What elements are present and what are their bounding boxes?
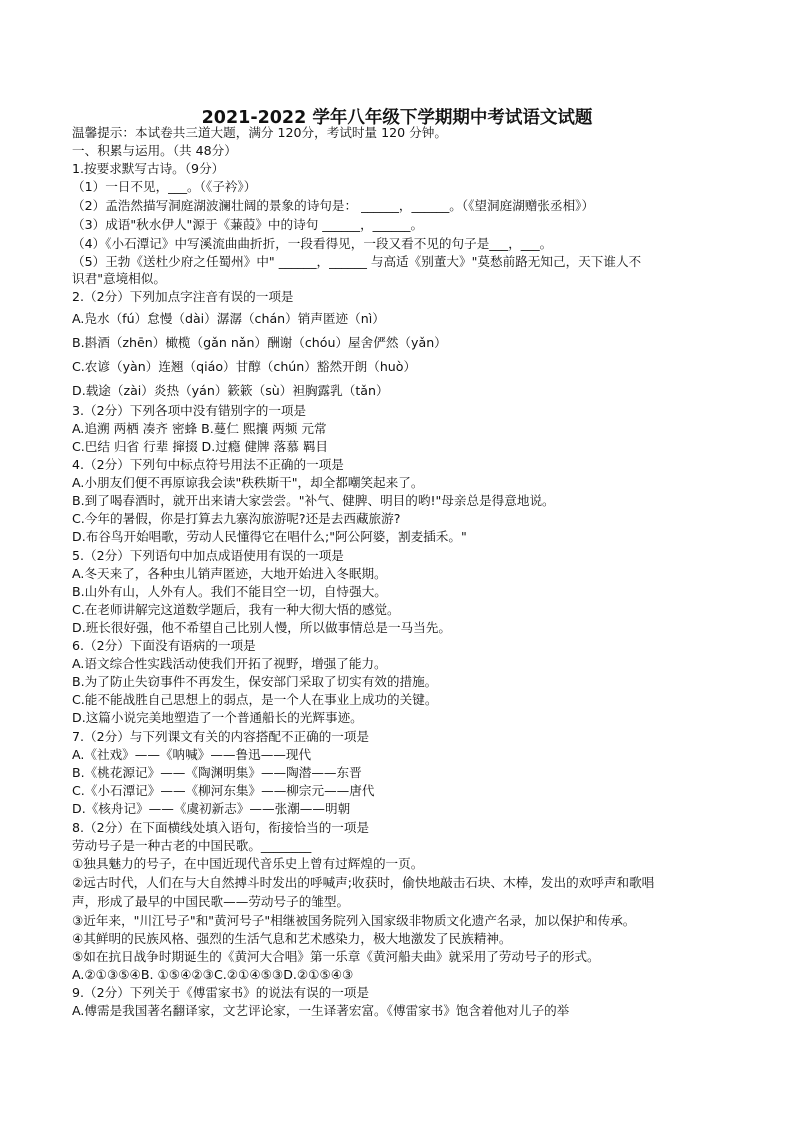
- question-1-item-4: （4）《小石潭记》中写溪流曲曲折折，一段看得见，一段又看不见的句子是___，___。: [72, 236, 553, 251]
- question-4-option-b: B.到了喝春酒时，就开出来请大家尝尝。"补气、健脾、明目的哟!"母亲总是得意地说。: [72, 493, 555, 508]
- question-5-option-d: D.班长很好强，他不希望自己比别人慢，所以做事情总是一马当先。: [72, 620, 451, 635]
- question-1-item-1: （1）一日不见，___。（《子衿》）: [72, 179, 257, 194]
- question-6-option-b: B.为了防止失窃事件不再发生，保安部门采取了切实有效的措施。: [72, 674, 438, 689]
- exam-title: 2021-2022 学年八年级下学期期中考试语文试题: [201, 108, 593, 128]
- notice-line: 温馨提示：本试卷共三道大题，满分 120分，考试时量 120 分钟。: [72, 125, 447, 140]
- question-2-option-c: C.农谚（yàn）连翘（qiáo）甘醇（chún）豁然开朗（huò）: [72, 359, 417, 374]
- question-4-stem: 4.（2分）下列句中标点符号用法不正确的一项是: [72, 457, 344, 472]
- question-8-sentence-2: ②远古时代，人们在与大自然搏斗时发出的呼喊声;收获时，偷快地敲击石块、木棒，发出的欢呼声和歌唱: [72, 875, 655, 890]
- question-4-option-c: C.今年的暑假，你是打算去九寨沟旅游呢?还是去西藏旅游?: [72, 511, 401, 526]
- question-7-option-c: C.《小石潭记》——《柳河东集》——柳宗元——唐代: [72, 783, 375, 798]
- question-8-stem: 8.（2分）在下面横线处填入语句，衔接恰当的一项是: [72, 820, 370, 835]
- question-6-option-a: A.语文综合性实践活动使我们开拓了视野，增强了能力。: [72, 656, 387, 671]
- question-1-item-2: （2）孟浩然描写洞庭湖波澜壮阔的景象的诗句是： ______，______。（《望洞庭湖赠张丞相》）: [72, 198, 595, 213]
- question-5-option-a: A.冬天来了，各种虫儿销声匿迹，大地开始进入冬眠期。: [72, 566, 387, 581]
- question-1-item-3: （3）成语"秋水伊人"源于《蒹葭》中的诗句 ______，______。: [72, 217, 424, 232]
- question-3-options-cd: C.巴结 归省 行辈 撺掇 D.过瘾 健牌 落慕 羁目: [72, 439, 329, 454]
- question-6-stem: 6.（2分）下面没有语病的一项是: [72, 638, 256, 653]
- question-1-stem: 1.按要求默写古诗。（9分）: [72, 161, 225, 176]
- question-6-option-c: C.能不能战胜自己思想上的弱点，是一个人在事业上成功的关键。: [72, 692, 438, 707]
- question-3-stem: 3.（2分）下列各项中没有错别字的一项是: [72, 403, 307, 418]
- question-2-option-b: B.斟酒（zhēn）橄榄（gǎn nǎn）酬谢（chóu）屋舍俨然（yǎn）: [72, 335, 447, 350]
- question-8-sentence-1: ①独具魅力的号子，在中国近现代音乐史上曾有过辉煌的一页。: [72, 856, 424, 871]
- question-5-stem: 5.（2分）下列语句中加点成语使用有误的一项是: [72, 548, 344, 563]
- question-1-item-5: （5）王勃《送杜少府之任蜀州》中" ______，______ 与高适《别董大》"莫愁前路无知己，天下谁人不: [72, 254, 642, 269]
- question-2-option-d: D.载途（zài）炎热（yán）簌簌（sù）袒胸露乳（tǎn）: [72, 383, 389, 398]
- question-8-options: A.②①③⑤④B. ①⑤④②③C.②①④⑤③D.②①⑤④③: [72, 967, 354, 982]
- question-4-option-a: A.小朋友们便不再原谅我会读"秩秩斯干"，却全都嘲笑起来了。: [72, 475, 424, 490]
- question-6-option-d: D.这篇小说完美地塑造了一个普通船长的光辉事迹。: [72, 710, 363, 725]
- question-2-option-a: A.凫水（fú）怠慢（dài）潺潺（chán）销声匿迹（nì）: [72, 311, 385, 326]
- question-5-option-c: C.在老师讲解完这道数学题后，我有一种大彻大悟的感觉。: [72, 602, 400, 617]
- question-9-option-a: A.傅需是我国著名翻译家，文艺评论家，一生译著宏富。《傅雷家书》饱含着他对儿子的举: [72, 1003, 570, 1018]
- question-8-sentence-5: ⑤如在抗日战争时期诞生的《黄河大合唱》第一乐章《黄河船夫曲》就采用了劳动号子的形式。: [72, 949, 600, 964]
- question-8-sentence-2-cont: 声，形成了最早的中国民歌——劳动号子的雏型。: [72, 894, 350, 909]
- question-5-option-b: B.山外有山，人外有人。我们不能目空一切，自恃强大。: [72, 584, 387, 599]
- question-7-option-a: A.《社戏》——《呐喊》——鲁迅——现代: [72, 747, 312, 762]
- question-8-sentence-3: ③近年来，"川江号子"和"黄河号子"相继被国务院列入国家级非物质文化遗产名录，加以保护和传承。: [72, 913, 636, 928]
- question-9-stem: 9.（2分）下列关于《傅雷家书》的说法有误的一项是: [72, 985, 370, 1000]
- question-7-option-b: B.《桃花源记》——《陶渊明集》——陶潜——东晋: [72, 765, 362, 780]
- question-2-stem: 2.（2分）下列加点字注音有误的一项是: [72, 289, 294, 304]
- question-7-option-d: D.《核舟记》——《虞初新志》——张潮——明朝: [72, 801, 351, 816]
- question-7-stem: 7.（2分）与下列课文有关的内容搭配不正确的一项是: [72, 729, 370, 744]
- question-8-sentence-4: ④其鲜明的民族风格、强烈的生活气息和艺术感染力，极大地激发了民族精神。: [72, 931, 512, 946]
- question-8-lead: 劳动号子是一种古老的中国民歌。________: [72, 838, 312, 853]
- section-heading: 一、积累与运用。（共 48分）: [72, 143, 237, 158]
- question-3-options-ab: A.追溯 两栖 凑齐 密蜂 B.蔓仁 熙攘 两频 元常: [72, 421, 327, 436]
- question-4-option-d: D.布谷鸟开始唱歌，劳动人民懂得它在唱什么;"阿公阿婆，割麦插禾。": [72, 529, 467, 544]
- question-1-item-5-cont: 识君"意境相似。: [72, 271, 166, 286]
